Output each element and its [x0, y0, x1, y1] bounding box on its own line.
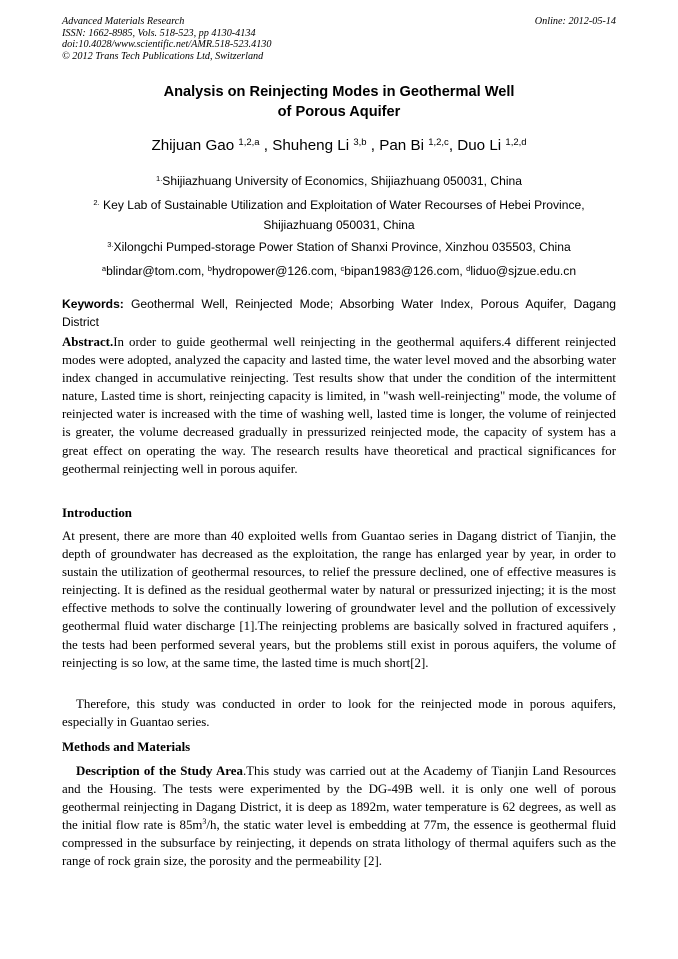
journal-header — [62, 16, 616, 62]
keywords — [62, 295, 616, 331]
copyright-line: © 2012 Trans Tech Publications Ltd, Switzerland — [62, 50, 264, 62]
affiliation-1 — [62, 171, 616, 191]
author-affil-sup: 1,2,d — [505, 137, 527, 148]
email-sup: d — [466, 264, 471, 273]
email-sup: b — [207, 264, 212, 273]
affiliation-3 — [62, 237, 616, 257]
affiliation-text: Shijiazhuang University of Economics, Shijiazhuang 050031, China — [162, 174, 522, 188]
affiliation-text: Shijiazhuang 050031, China — [263, 218, 415, 232]
abstract — [62, 333, 616, 478]
abstract-label: Abstract. — [62, 335, 114, 349]
journal-name: Advanced Materials Research — [62, 16, 185, 27]
affiliation-number: 3. — [107, 240, 114, 249]
title-line-1: Analysis on Reinjecting Modes in Geothermal Well — [163, 84, 515, 100]
author-emails — [62, 261, 616, 281]
email-sup: a — [101, 264, 107, 273]
introduction-heading: Introduction — [62, 506, 132, 520]
online-date: Online: 2012-05-14 — [534, 16, 616, 27]
author-name: Shuheng Li — [272, 137, 350, 154]
methods-paragraph — [62, 762, 616, 871]
author-affil-sup: 3,b — [353, 137, 367, 148]
author-separator: , — [448, 137, 458, 154]
affiliation-number: 2. — [93, 198, 100, 207]
introduction-paragraph-2: Therefore, this study was conducted in order to look for the reinjected mode in porous aquifers, especially in Guantao series. — [62, 697, 616, 730]
study-area-label: Description of the Study Area — [76, 764, 243, 778]
email-address: blindar@tom.com, — [106, 264, 208, 278]
introduction-paragraph-1: At present, there are more than 40 exploited wells from Guantao series in Dagang district of Tianjin, the depth of groundwater has decreased as the exploitation, the range has enlarged year by year, in order to sustain the utilization of geothermal resources, to relief the pressure declined, one of effective measures is reinjecting. It is defined as the residual geothermal water by natural or pressurized injecting; it is the most effective methods to solve the continually lowering of groundwater level and the pollution of excessively geothermal fluid water discharge [1].The reinjecting problems are basically solved in fractured aquifers , the tests had been performed several years, but the problems still exist in porous aquifers, the volume of reinjecting is so low, at the same time, the lasted time is much short[2]. — [62, 529, 616, 670]
abstract-text: In order to guide geothermal well reinjecting in the geothermal aquifers.4 different reinjected modes were adopted, analyzed the capacity and lasted time, the water level moved and the absorbing water index changed in accumulative reinjecting. Test results show that under the condition of the intermittent nature, Lasted time is short, reinjecting capacity is limited, in "wash well-reinjecting" mode, the volume of reinjected water is increased with the time of washing well, lasted time is longer, the volume of reinjected is greater, the volume decreased gradually in pressurized reinjected mode, the capacity of system has a great effect on operating the way. The research results have theoretical and practical significances for geothermal reinjecting well in porous aquifer. — [62, 335, 616, 476]
affiliation-text: Key Lab of Sustainable Utilization and Exploitation of Water Recourses of Hebei Province, — [103, 198, 585, 212]
unit-superscript: 3 — [202, 817, 207, 827]
paper-title — [62, 82, 616, 122]
author-name: Pan Bi — [379, 137, 424, 154]
methods-text-continued: /h, the static water level is embedding at 77m, the essence is geothermal fluid compressed in the subsurface by reinjecting, it depends on strata lithology of thermal aquifers such as the range of rock grain size, the porosity and the permeability [2]. — [62, 818, 616, 869]
author-name: Zhijuan Gao — [151, 137, 235, 154]
author-name: Duo Li — [457, 137, 502, 154]
keywords-label: Keywords: — [62, 297, 124, 311]
author-separator: , — [259, 137, 273, 154]
author-separator: , — [366, 137, 380, 154]
affiliation-2 — [62, 195, 616, 235]
methods-heading: Methods and Materials — [62, 740, 191, 754]
author-affil-sup: 1,2,c — [428, 137, 449, 148]
email-address: bipan1983@126.com, — [344, 264, 467, 278]
affiliation-number: 1. — [156, 174, 163, 183]
doi-line: doi:10.4028/www.scientific.net/AMR.518-523.4130 — [62, 39, 272, 51]
email-address: hydropower@126.com, — [211, 264, 341, 278]
author-affil-sup: 1,2,a — [238, 137, 260, 148]
keywords-text: Geothermal Well, Reinjected Mode; Absorbing Water Index, Porous Aquifer, Dagang District — [62, 297, 616, 329]
author-list — [62, 136, 616, 156]
email-address: liduo@sjzue.edu.cn — [470, 264, 577, 278]
email-sup: c — [340, 264, 345, 273]
methods-text: .This study was carried out at the Academy of Tianjin Land Resources and the Housing. The tests were experimented by the DG-49B well. it is only one well of porous geothermal reinjecting in Dagang District, it is deep as 1892m, water temperature is 62 degrees, as well as the initial flow rate is 85m — [62, 764, 616, 833]
affiliation-text: Xilongchi Pumped-storage Power Station of Shanxi Province, Xinzhou 035503, China — [113, 240, 571, 254]
issn-line: ISSN: 1662-8985, Vols. 518-523, pp 4130-4134 — [62, 27, 256, 39]
title-line-2: of Porous Aquifer — [277, 104, 401, 120]
